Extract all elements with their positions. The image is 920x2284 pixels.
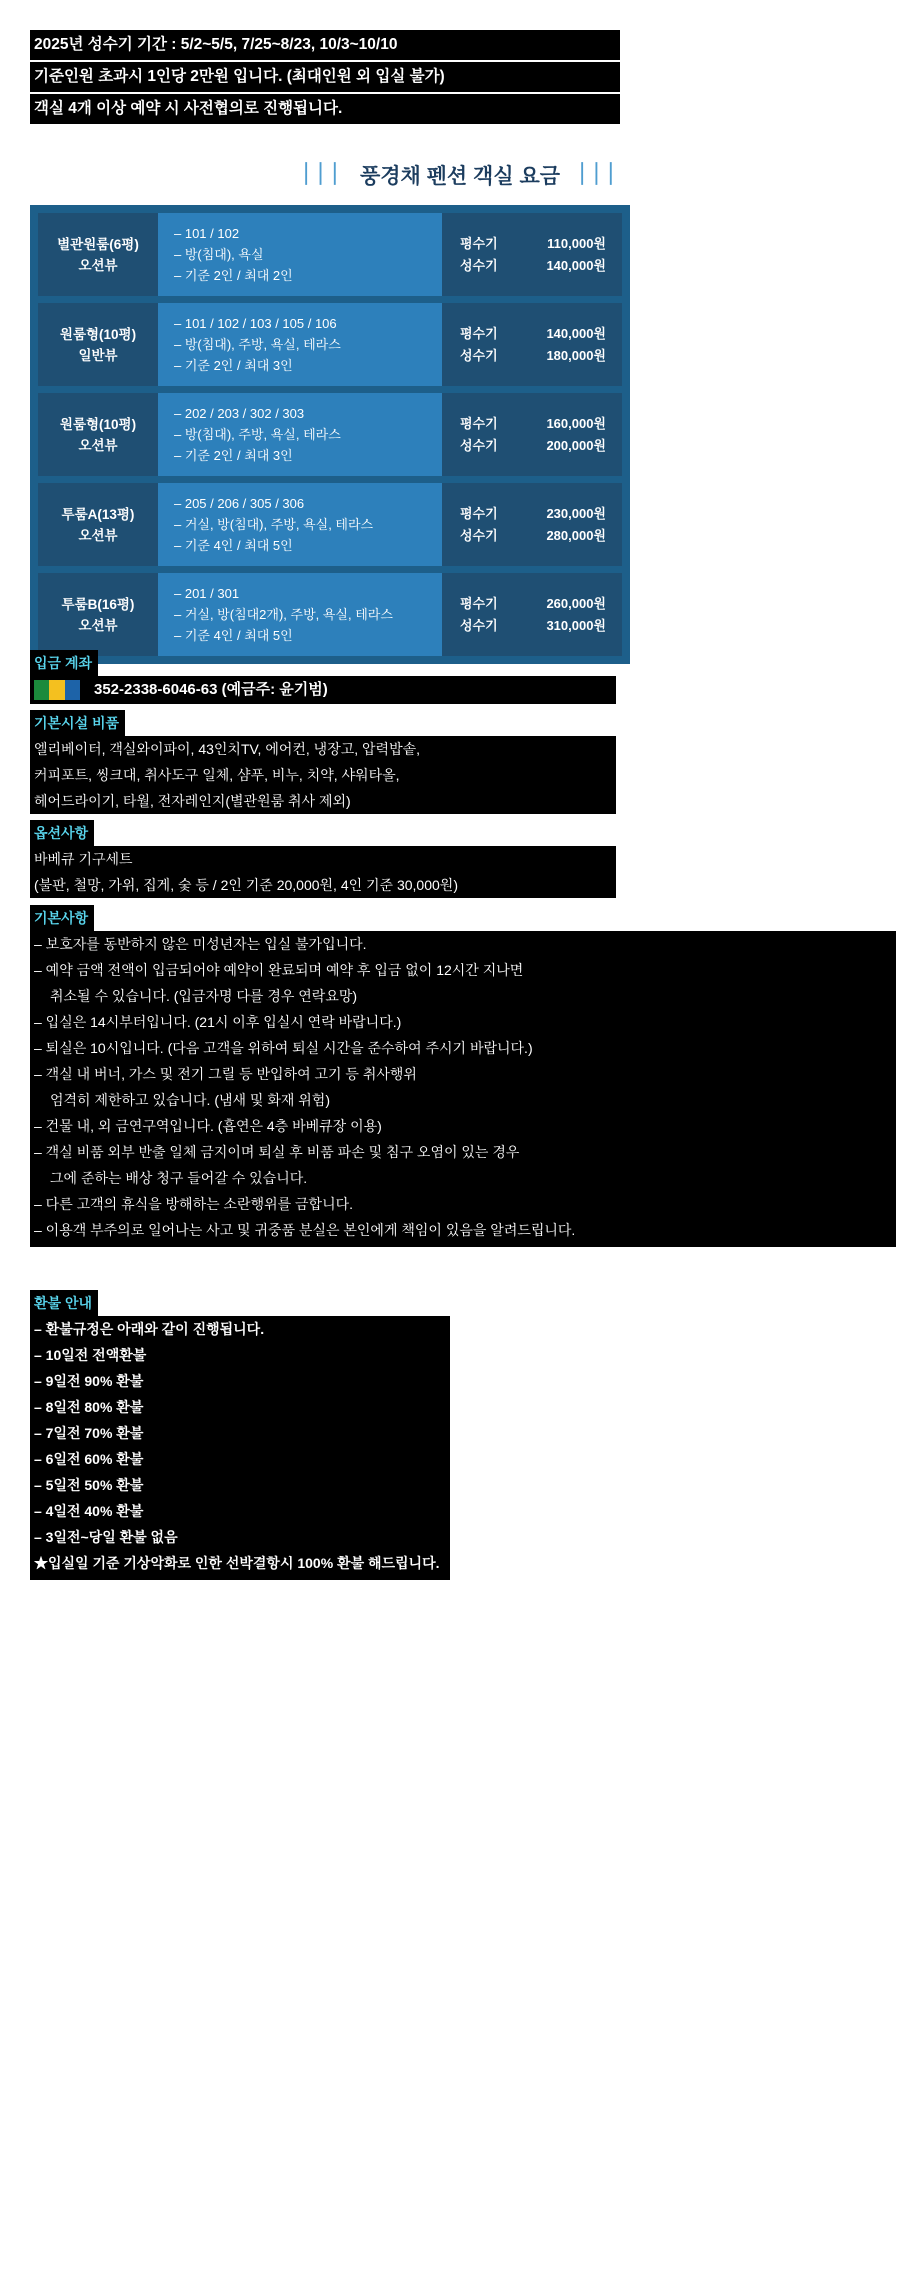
facility-body (30, 736, 616, 814)
price-value: 110,000원 (547, 235, 606, 251)
option-body (30, 846, 616, 898)
top-notice-line: 2025년 성수기 기간 : 5/2~5/5, 7/25~8/23, 10/3~10/10 (30, 30, 620, 60)
rules-line: – 다른 고객의 휴식을 방해하는 소란행위를 금합니다. (30, 1191, 896, 1217)
room-desc-line: – 201 / 301 (174, 586, 240, 601)
refund-section (30, 1290, 650, 1580)
room-type-view: 일반뷰 (78, 347, 118, 363)
rules-line: 엄격히 제한하고 있습니다. (냄새 및 화재 위험) (30, 1087, 896, 1113)
room-desc-line: – 방(침대), 주방, 욕실, 테라스 (174, 337, 341, 352)
facility-line: 커피포트, 씽크대, 취사도구 일체, 샴푸, 비누, 치약, 샤워타올, (30, 762, 616, 788)
rules-line: – 퇴실은 10시입니다. (다음 고객을 위하여 퇴실 시간을 준수하여 주시기 바랍니다.) (30, 1035, 896, 1061)
room-type-view: 오션뷰 (78, 617, 118, 633)
room-type-view: 오션뷰 (78, 257, 118, 273)
room-type-cell (38, 483, 158, 566)
price-value: 310,000원 (546, 617, 606, 633)
room-desc-line: – 거실, 방(침대2개), 주방, 욕실, 테라스 (174, 607, 393, 622)
rules-body (30, 931, 896, 1247)
room-price-cell (442, 483, 622, 566)
rules-section (30, 905, 910, 1247)
facility-heading: 기본시설 비품 (30, 710, 125, 736)
nonghyup-bank-icon (34, 680, 80, 700)
refund-line: – 5일전 50% 환불 (30, 1472, 450, 1498)
refund-body (30, 1316, 450, 1580)
account-section (30, 650, 650, 704)
title-bars-right-icon: ⏐⏐⏐ (576, 163, 620, 186)
room-type-view: 오션뷰 (78, 437, 118, 453)
price-label: 성수기 (460, 617, 498, 633)
room-desc-cell (158, 573, 442, 656)
option-heading: 옵션사항 (30, 820, 94, 846)
refund-line: – 환불규정은 아래와 같이 진행됩니다. (30, 1316, 450, 1342)
room-type-name: 별관원룸(6평) (57, 236, 139, 252)
rules-line: – 건물 내, 외 금연구역입니다. (흡연은 4층 바베큐장 이용) (30, 1113, 896, 1139)
rules-line: 취소될 수 있습니다. (입금자명 다를 경우 연락요망) (30, 983, 896, 1009)
room-price-cell (442, 393, 622, 476)
table-row (38, 483, 622, 566)
table-row (38, 573, 622, 656)
price-value: 280,000원 (546, 527, 606, 543)
price-value: 160,000원 (546, 415, 606, 431)
room-type-name: 투룸B(16평) (61, 596, 135, 612)
refund-line: – 9일전 90% 환불 (30, 1368, 450, 1394)
room-desc-line: – 기준 4인 / 최대 5인 (174, 538, 293, 553)
price-value: 140,000원 (546, 257, 606, 273)
refund-line: – 7일전 70% 환불 (30, 1420, 450, 1446)
room-type-name: 원룸형(10평) (59, 326, 137, 342)
room-desc-cell (158, 393, 442, 476)
price-value: 140,000원 (546, 325, 606, 341)
room-desc-line: – 기준 4인 / 최대 5인 (174, 628, 293, 643)
room-type-name: 원룸형(10평) (59, 416, 137, 432)
price-value: 180,000원 (546, 347, 606, 363)
refund-line: – 8일전 80% 환불 (30, 1394, 450, 1420)
refund-line: – 3일전~당일 환불 없음 (30, 1524, 450, 1550)
option-section (30, 820, 650, 898)
room-type-view: 오션뷰 (78, 527, 118, 543)
price-label: 성수기 (460, 257, 498, 273)
rules-line: – 객실 비품 외부 반출 일체 금지이며 퇴실 후 비품 파손 및 침구 오염이 있는 경우 (30, 1139, 896, 1165)
refund-line: – 10일전 전액환불 (30, 1342, 450, 1368)
room-type-name: 투룸A(13평) (61, 506, 135, 522)
room-desc-line: – 기준 2인 / 최대 3인 (174, 358, 293, 373)
room-desc-line: – 101 / 102 (174, 226, 240, 241)
title-bars-left-icon: ⏐⏐⏐ (300, 163, 344, 186)
room-desc-line: – 205 / 206 / 305 / 306 (174, 496, 305, 511)
price-label: 평수기 (460, 595, 498, 611)
room-desc-line: – 방(침대), 욕실 (174, 247, 264, 262)
top-notice (30, 30, 620, 126)
price-label: 성수기 (460, 437, 498, 453)
room-desc-line: – 202 / 203 / 302 / 303 (174, 406, 305, 421)
option-line: 바베큐 기구세트 (30, 846, 616, 872)
room-desc-cell (158, 213, 442, 296)
room-price-cell (442, 573, 622, 656)
table-row (38, 213, 622, 296)
refund-line: – 6일전 60% 환불 (30, 1446, 450, 1472)
room-desc-line: – 기준 2인 / 최대 3인 (174, 448, 293, 463)
room-desc-line: – 거실, 방(침대), 주방, 욕실, 테라스 (174, 517, 374, 532)
price-value: 260,000원 (546, 595, 606, 611)
price-label: 평수기 (460, 415, 498, 431)
facility-section (30, 710, 650, 814)
page-title (0, 160, 920, 190)
rules-line: – 보호자를 동반하지 않은 미성년자는 입실 불가입니다. (30, 931, 896, 957)
table-row (38, 393, 622, 476)
rules-line: – 객실 내 버너, 가스 및 전기 그릴 등 반입하여 고기 등 취사행위 (30, 1061, 896, 1087)
room-price-table (30, 205, 630, 664)
room-price-cell (442, 213, 622, 296)
top-notice-line: 기준인원 초과시 1인당 2만원 입니다. (최대인원 외 입실 불가) (30, 62, 620, 92)
option-line: (불판, 철망, 가위, 집게, 숯 등 / 2인 기준 20,000원, 4인 기준 30,000원) (30, 872, 616, 898)
room-desc-cell (158, 303, 442, 386)
price-label: 성수기 (460, 347, 498, 363)
room-type-cell (38, 573, 158, 656)
room-desc-line: – 기준 2인 / 최대 2인 (174, 268, 293, 283)
room-type-cell (38, 213, 158, 296)
table-row (38, 303, 622, 386)
price-label: 평수기 (460, 325, 498, 341)
facility-line: 엘리베이터, 객실와이파이, 43인치TV, 에어컨, 냉장고, 압력밥솥, (30, 736, 616, 762)
room-desc-line: – 101 / 102 / 103 / 105 / 106 (174, 316, 337, 331)
title-text: 풍경채 펜션 객실 요금 (359, 165, 561, 188)
price-label: 평수기 (460, 235, 498, 251)
room-type-cell (38, 393, 158, 476)
room-price-cell (442, 303, 622, 386)
rules-heading: 기본사항 (30, 905, 94, 931)
top-notice-line: 객실 4개 이상 예약 시 사전협의로 진행됩니다. (30, 94, 620, 124)
rules-line: – 이용객 부주의로 일어나는 사고 및 귀중품 분실은 본인에게 책임이 있음을 알려드립니다. (30, 1217, 896, 1243)
rules-line: 그에 준하는 배상 청구 들어갈 수 있습니다. (30, 1165, 896, 1191)
room-desc-line: – 방(침대), 주방, 욕실, 테라스 (174, 427, 341, 442)
room-desc-cell (158, 483, 442, 566)
price-value: 230,000원 (546, 505, 606, 521)
price-label: 성수기 (460, 527, 498, 543)
refund-line: – 4일전 40% 환불 (30, 1498, 450, 1524)
account-heading: 입금 계좌 (30, 650, 98, 676)
account-number: 352-2338-6046-63 (예금주: 윤기범) (94, 681, 328, 698)
price-label: 평수기 (460, 505, 498, 521)
rules-line: – 입실은 14시부터입니다. (21시 이후 입실시 연락 바랍니다.) (30, 1009, 896, 1035)
refund-heading: 환불 안내 (30, 1290, 98, 1316)
account-row (30, 676, 616, 704)
rules-line: – 예약 금액 전액이 입금되어야 예약이 완료되며 예약 후 입금 없이 12시간 지나면 (30, 957, 896, 983)
price-value: 200,000원 (546, 437, 606, 453)
facility-line: 헤어드라이기, 타월, 전자레인지(별관원룸 취사 제외) (30, 788, 616, 814)
refund-note: ★입실일 기준 기상악화로 인한 선박결항시 100% 환불 해드립니다. (30, 1550, 450, 1576)
room-type-cell (38, 303, 158, 386)
